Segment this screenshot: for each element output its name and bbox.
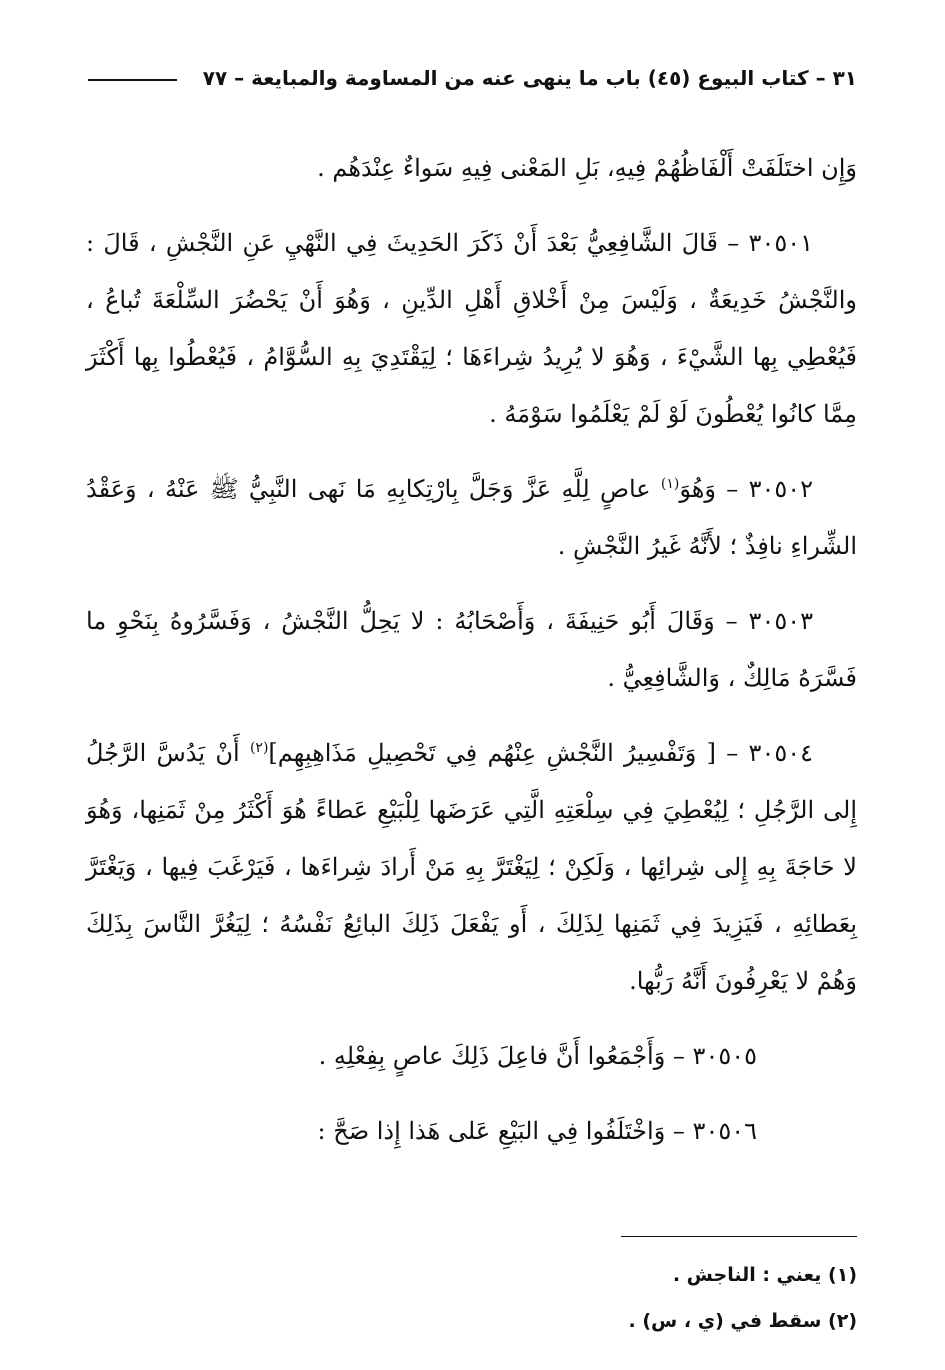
main-text [86,140,857,1178]
header-rule [88,79,177,81]
paragraph-30506: ٣٠٥٠٦ – وَاخْتَلَفُوا فِي البَيْعِ عَلى هَذا إِذا صَحَّ : [317,1117,757,1145]
paragraph-30505: ٣٠٥٠٥ – وَأَجْمَعُوا أَنَّ فاعِلَ ذَلِكَ عاصٍ بِفِعْلِهِ . [318,1042,757,1070]
paragraph-30502-start: ٣٠٥٠٢ – وَهُوَ [679,475,814,503]
footnote-ref-2: (٢) [249,740,269,756]
paragraph-30504-rest: أَنْ يَدُسَّ الرَّجُلُ إِلى الرَّجُلِ ؛ لِيُعْطِيَ فِي سِلْعَتِهِ الَّتِي عَرَضَها لِلْبَيْعِ عَطاءً هُوَ أَكْثَرُ مِنْ ثَمَنِها، وَهُوَ لا حَاجَةَ بِهِ إِلى شِرائِها ، وَلَكِنْ ؛ لِيَغْتَرَّ بِهِ مَنْ أَرادَ شِراءَها ، فَيَرْغَبَ فِيها ، وَيَغْتَرَّ بِعَطائِهِ ، فَيَزِيدَ فِي ثَمَنِها لِذَلِكَ ، أَو يَفْعَلَ ذَلِكَ البائِعُ نَفْسُهُ ؛ لِيَغُرَّ النَّاسَ بِذَلِكَ وَهُمْ لا يَعْرِفُونَ أَنَّهُ رَبُّها. [86,739,858,995]
footnote-2: (٢) سقط في (ي ، س) . [628,1310,857,1332]
footnote-separator [621,1236,857,1237]
paragraph-continuation: وَإِن اختَلَفَتْ أَلْفَاظُهُمْ فِيهِ، بَلِ المَعْنى فِيهِ سَواءٌ عِنْدَهُم . [317,154,857,182]
paragraph-30501: ٣٠٥٠١ – قَالَ الشَّافِعِيُّ بَعْدَ أَنْ ذَكَرَ الحَدِيثَ فِي النَّهْيِ عَنِ النَّجْشِ ، قَالَ : والنَّجْشُ خَدِيعَةٌ ، وَلَيْسَ مِنْ أَخْلاقِ أَهْلِ الدِّينِ ، وَهُوَ أَنْ يَحْضُرَ السِّلْعَةَ تُباعُ ، فَيُعْطِي بِها الشَّيْءَ ، وَهُوَ لا يُرِيدُ شِراءَهَا ؛ لِيَقْتَدِيَ بِهِ السُّوَّامُ ، فَيُعْطُوا بِها أَكْثَرَ مِمَّا كانُوا يُعْطُونَ لَوْ لَمْ يَعْلَمُوا سَوْمَهُ . [86,229,857,428]
paragraph-30503: ٣٠٥٠٣ – وَقَالَ أَبُو حَنِيفَةَ ، وَأَصْحَابُهُ : لا يَحِلُّ النَّجْشُ ، وَفَسَّرُوهُ بِنَحْوِ ما فَسَّرَهُ مَالِكٌ ، وَالشَّافِعِيُّ . [86,607,857,692]
footnote-1: (١) يعني : الناجش . [672,1264,857,1286]
footnotes [88,1252,857,1344]
running-header [88,58,857,98]
paragraph-30502-rest: عاصٍ لِلَّهِ عَزَّ وَجَلَّ بِارْتِكابِهِ مَا نَهى النَّبِيُّ ﷺ عَنْهُ ، وَعَقْدُ الشِّراءِ نافِذٌ ؛ لأَنَّهُ غَيرُ النَّجْشِ . [86,475,857,560]
paragraph-30502 [86,461,857,575]
paragraph-30504-start: ٣٠٥٠٤ – [ وَتَفْسِيرُ النَّجْشِ عِنْهُم فِي تَحْصِيلِ مَذَاهِبِهِم] [268,739,813,767]
paragraph-30504 [86,725,857,1010]
header-title: ٣١ – كتاب البيوع (٤٥) باب ما ينهى عنه من المساومة والمبايعة – ٧٧ [202,66,857,90]
footnote-ref-1: (١) [660,476,680,492]
